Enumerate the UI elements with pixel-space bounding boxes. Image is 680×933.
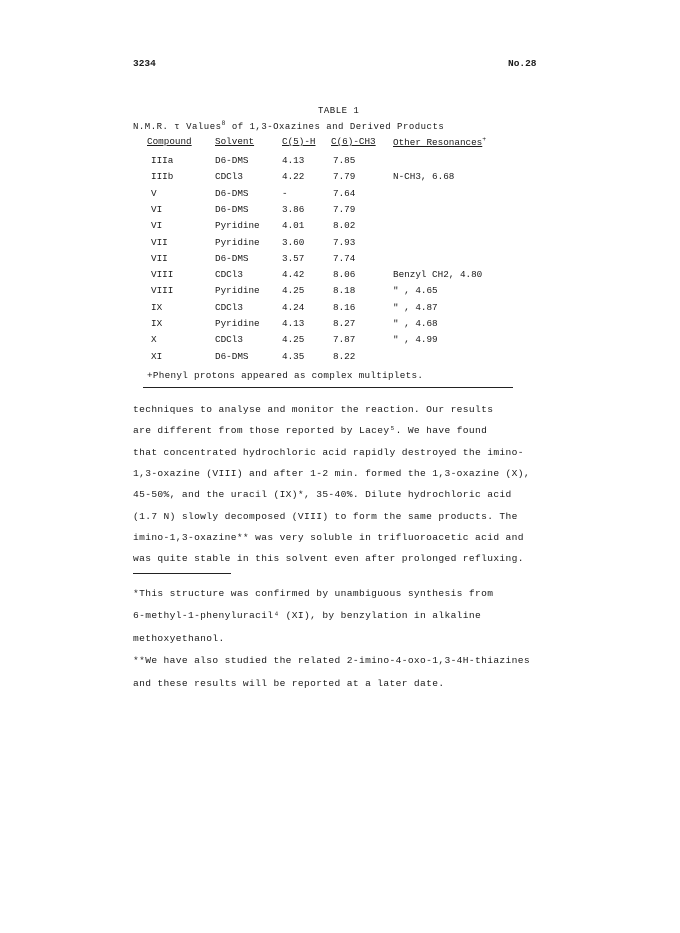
cell-c6: 7.79 — [333, 171, 356, 183]
table-footnote: +Phenyl protons appeared as complex multiplets. — [147, 370, 424, 381]
issue-number: No.28 — [508, 58, 537, 69]
footnote-separator — [133, 573, 231, 574]
col-c6: C(6)-CH3 — [331, 136, 376, 147]
footnote-line: and these results will be reported at a later date. — [133, 678, 445, 689]
cell-c6: 8.27 — [333, 318, 356, 329]
table-row — [0, 237, 680, 250]
caption-prefix: N.M.R. τ Values — [133, 122, 222, 132]
cell-c6: 7.74 — [333, 252, 356, 264]
table-bottom-rule — [143, 387, 513, 388]
cell-c5: - — [282, 187, 288, 199]
cell-c5: 3.86 — [282, 203, 305, 215]
table-row — [0, 171, 680, 184]
paragraph-line: was quite stable in this solvent even after prolonged refluxing. — [133, 553, 524, 565]
cell-c5: 4.35 — [282, 350, 305, 362]
cell-c6: 8.22 — [333, 350, 356, 362]
cell-other: " , 4.68 — [393, 318, 438, 329]
cell-c5: 3.57 — [282, 252, 305, 264]
cell-other: " , 4.87 — [393, 301, 438, 313]
table-row — [0, 334, 680, 347]
col-other-label: Other Resonances — [393, 137, 483, 149]
paragraph-line: (1.7 N) slowly decomposed (VIII) to form the same products. The — [133, 510, 518, 522]
footnote-line: **We have also studied the related 2-imino-4-oxo-1,3-4H-thiazines — [133, 655, 530, 666]
cell-c5: 3.60 — [282, 236, 305, 248]
table-row — [0, 155, 680, 168]
table-row — [0, 269, 680, 282]
cell-compound: VIII — [151, 285, 174, 297]
table-header-row — [0, 136, 680, 149]
cell-solvent: CDCl3 — [215, 269, 243, 281]
cell-c6: 7.85 — [333, 155, 356, 166]
cell-compound: VII — [151, 252, 168, 264]
cell-solvent: D6-DMS — [215, 203, 249, 215]
paragraph-line: are different from those reported by Lacey⁵. We have found — [133, 425, 488, 437]
cell-compound: XI — [151, 350, 163, 362]
footnote-line: 6-methyl-1-phenyluracil⁴ (XI), by benzylation in alkaline — [133, 610, 482, 621]
paragraph-line: imino-1,3-oxazine** was very soluble in trifluoroacetic acid and — [133, 531, 524, 543]
table-row — [0, 318, 680, 331]
cell-compound: VI — [151, 220, 163, 232]
cell-c6: 7.79 — [333, 203, 356, 215]
cell-solvent: Pyridine — [215, 318, 260, 329]
cell-solvent: D6-DMS — [215, 155, 249, 166]
caption-suffix: of 1,3-Oxazines and Derived Products — [231, 122, 445, 132]
table-row — [0, 188, 680, 201]
cell-other: N-CH3, 6.68 — [393, 171, 455, 183]
cell-compound: V — [151, 187, 157, 199]
cell-compound: IX — [151, 318, 163, 329]
cell-c5: 4.13 — [282, 155, 305, 166]
table-row — [0, 302, 680, 315]
cell-solvent: CDCl3 — [215, 301, 243, 313]
cell-compound: VI — [151, 203, 163, 215]
footnote-line: methoxyethanol. — [133, 633, 225, 644]
cell-compound: VII — [151, 236, 168, 248]
cell-other: " , 4.99 — [393, 334, 438, 346]
cell-solvent: Pyridine — [215, 220, 260, 232]
table-row — [0, 220, 680, 233]
page-number: 3234 — [133, 58, 156, 69]
table-caption — [133, 120, 444, 132]
table-row — [0, 285, 680, 298]
col-c5: C(5)-H — [282, 136, 316, 147]
cell-compound: X — [151, 334, 157, 346]
paragraph-line: that concentrated hydrochloric acid rapidly destroyed the imino- — [133, 446, 524, 458]
paragraph-line: techniques to analyse and monitor the reaction. Our results — [133, 404, 494, 415]
table-label: TABLE 1 — [318, 106, 360, 116]
cell-compound: IIIa — [151, 155, 174, 166]
cell-other: " , 4.65 — [393, 285, 438, 297]
cell-c6: 8.02 — [333, 220, 356, 232]
cell-c5: 4.25 — [282, 334, 305, 346]
col-solvent: Solvent — [215, 136, 255, 147]
cell-c5: 4.24 — [282, 301, 305, 313]
cell-solvent: D6-DMS — [215, 350, 249, 362]
col-other-superscript: + — [482, 136, 487, 143]
cell-solvent: Pyridine — [215, 236, 260, 248]
table-row — [0, 253, 680, 266]
cell-c6: 8.16 — [333, 301, 356, 313]
cell-solvent: D6-DMS — [215, 187, 249, 199]
cell-c5: 4.42 — [282, 269, 305, 281]
cell-c5: 4.25 — [282, 285, 305, 297]
footnote-line: *This structure was confirmed by unambiguous synthesis from — [133, 588, 494, 599]
table-row — [0, 204, 680, 217]
cell-c6: 7.93 — [333, 236, 356, 248]
col-other — [393, 136, 486, 148]
cell-c5: 4.01 — [282, 220, 305, 232]
cell-solvent: Pyridine — [215, 285, 260, 297]
paragraph-line: 45-50%, and the uracil (IX)*, 35-40%. Dilute hydrochloric acid — [133, 489, 512, 501]
paragraph-line: 1,3-oxazine (VIII) and after 1-2 min. formed the 1,3-oxazine (X), — [133, 467, 530, 479]
cell-solvent: D6-DMS — [215, 252, 249, 264]
cell-compound: IIIb — [151, 171, 174, 183]
cell-c6: 8.18 — [333, 285, 356, 297]
col-compound: Compound — [147, 136, 192, 147]
cell-c6: 7.87 — [333, 334, 356, 346]
caption-superscript: 8 — [221, 120, 226, 127]
cell-c5: 4.13 — [282, 318, 305, 329]
cell-compound: VIII — [151, 269, 174, 281]
cell-other: Benzyl CH2, 4.80 — [393, 269, 483, 281]
cell-c6: 7.64 — [333, 187, 356, 199]
cell-solvent: CDCl3 — [215, 334, 243, 346]
table-row — [0, 351, 680, 364]
cell-solvent: CDCl3 — [215, 171, 243, 183]
cell-c5: 4.22 — [282, 171, 305, 183]
cell-c6: 8.06 — [333, 269, 356, 281]
cell-compound: IX — [151, 301, 163, 313]
